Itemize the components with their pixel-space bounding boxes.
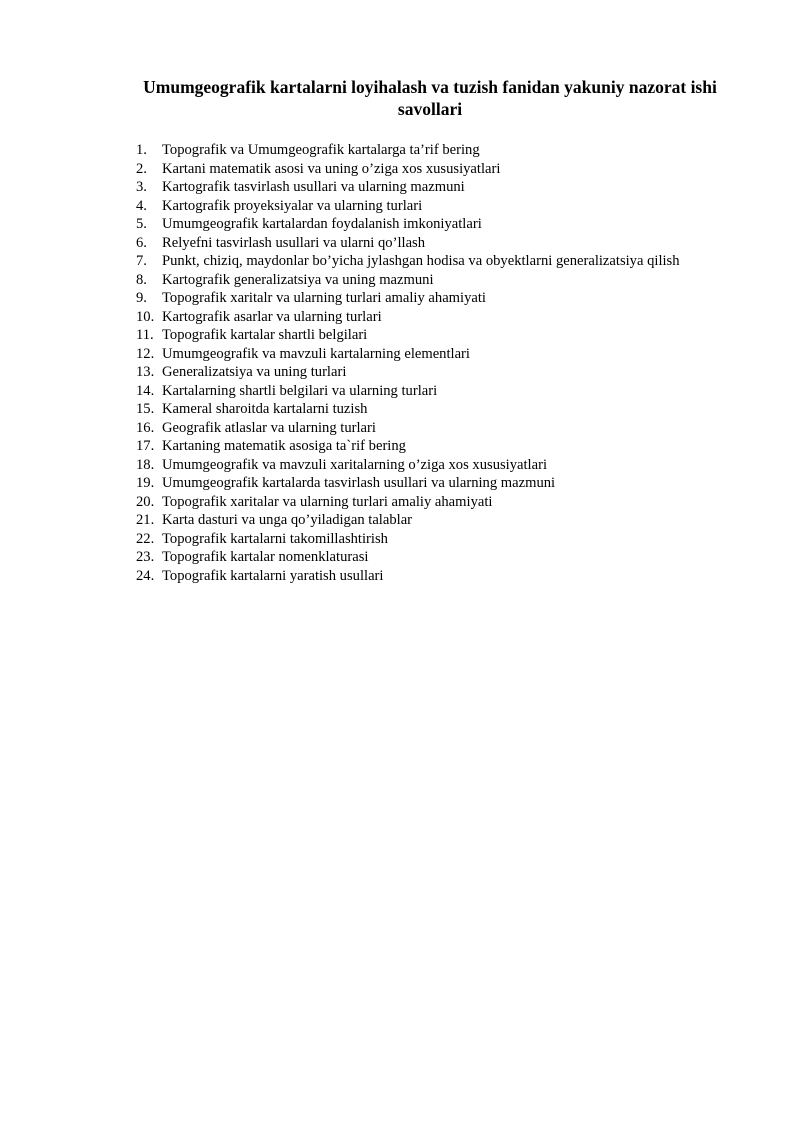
question-item: [136, 160, 680, 179]
question-text: Topografik kartalarni yaratish usullari: [162, 567, 384, 584]
question-text: Kartografik tasvirlash usullari va ularning mazmuni: [162, 179, 465, 195]
question-number: 24.: [136, 567, 155, 584]
question-number: 2.: [136, 160, 147, 177]
question-number: 18.: [136, 456, 155, 473]
question-item: [136, 437, 680, 456]
question-item: [136, 493, 680, 512]
question-item: [136, 363, 680, 382]
question-item: [136, 345, 680, 364]
question-number: 4.: [136, 197, 147, 214]
question-number: 5.: [136, 216, 147, 232]
question-item: [136, 197, 680, 216]
question-text: Punkt, chiziq, maydonlar bo’yicha jylashgan hodisa va obyektlarni generalizatsiya qilish: [162, 253, 680, 269]
question-item: [136, 215, 680, 234]
question-number: 20.: [136, 493, 155, 510]
question-item: [136, 382, 680, 401]
question-number: 1.: [136, 142, 147, 158]
question-item: [136, 271, 680, 290]
question-number: 13.: [136, 364, 155, 380]
question-item: [136, 178, 680, 197]
question-number: 9.: [136, 290, 147, 306]
question-text: Kartaning matematik asosiga ta`rif bering: [162, 438, 406, 454]
question-text: Kartografik generalizatsiya va uning mazmuni: [162, 271, 434, 288]
question-text: Topografik kartalar nomenklaturasi: [162, 549, 369, 565]
question-item: [136, 511, 680, 530]
question-number: 12.: [136, 345, 155, 362]
question-text: Kartografik asarlar va ularning turlari: [162, 308, 382, 325]
question-item: [136, 530, 680, 549]
question-item: [136, 234, 680, 253]
question-text: Generalizatsiya va uning turlari: [162, 364, 347, 380]
question-number: 7.: [136, 253, 147, 269]
question-item: [136, 326, 680, 345]
question-item: [136, 308, 680, 327]
question-text: Umumgeografik kartalardan foydalanish imkoniyatlari: [162, 216, 482, 232]
question-text: Kartalarning shartli belgilari va ularning turlari: [162, 382, 438, 399]
question-text: Relyefni tasvirlash usullari va ularni qo’llash: [162, 234, 426, 251]
question-number: 11.: [136, 327, 154, 343]
question-item: [136, 456, 680, 475]
question-number: 15.: [136, 401, 155, 417]
question-item: [136, 567, 680, 586]
question-text: Karta dasturi va unga qo’yiladigan talablar: [162, 512, 413, 528]
question-list: [136, 141, 680, 585]
question-text: Umumgeografik kartalarda tasvirlash usullari va ularning mazmuni: [162, 475, 556, 491]
question-number: 10.: [136, 308, 155, 325]
question-number: 14.: [136, 382, 155, 399]
question-number: 23.: [136, 549, 155, 565]
question-text: Topografik kartalar shartli belgilari: [162, 327, 368, 343]
question-number: 8.: [136, 271, 147, 288]
question-item: [136, 252, 680, 271]
question-text: Kartografik proyeksiyalar va ularning turlari: [162, 197, 423, 214]
question-number: 19.: [136, 475, 155, 491]
question-number: 17.: [136, 438, 155, 454]
question-number: 21.: [136, 512, 155, 528]
question-text: Umumgeografik va mavzuli kartalarning elementlari: [162, 345, 470, 362]
question-text: Topografik kartalarni takomillashtirish: [162, 530, 388, 547]
document-title: Umumgeografik kartalarni loyihalash va tuzish fanidan yakuniy nazorat ishi savollari: [143, 77, 717, 119]
question-text: Topografik va Umumgeografik kartalarga ta’rif bering: [162, 142, 480, 158]
question-number: 16.: [136, 419, 155, 436]
question-text: Topografik xaritalr va ularning turlari amaliy ahamiyati: [162, 290, 486, 306]
question-item: [136, 474, 680, 493]
question-text: Kameral sharoitda kartalarni tuzish: [162, 401, 368, 417]
question-item: [136, 548, 680, 567]
question-item: [136, 419, 680, 438]
question-text: Geografik atlaslar va ularning turlari: [162, 419, 376, 436]
question-text: Umumgeografik va mavzuli xaritalarning o’ziga xos xususiyatlari: [162, 456, 548, 473]
question-number: 3.: [136, 179, 147, 195]
question-item: [136, 141, 680, 160]
question-number: 22.: [136, 530, 155, 547]
question-text: Kartani matematik asosi va uning o’ziga xos xususiyatlari: [162, 160, 501, 177]
question-text: Topografik xaritalar va ularning turlari amaliy ahamiyati: [162, 493, 493, 510]
question-item: [136, 400, 680, 419]
question-number: 6.: [136, 234, 147, 251]
question-item: [136, 289, 680, 308]
